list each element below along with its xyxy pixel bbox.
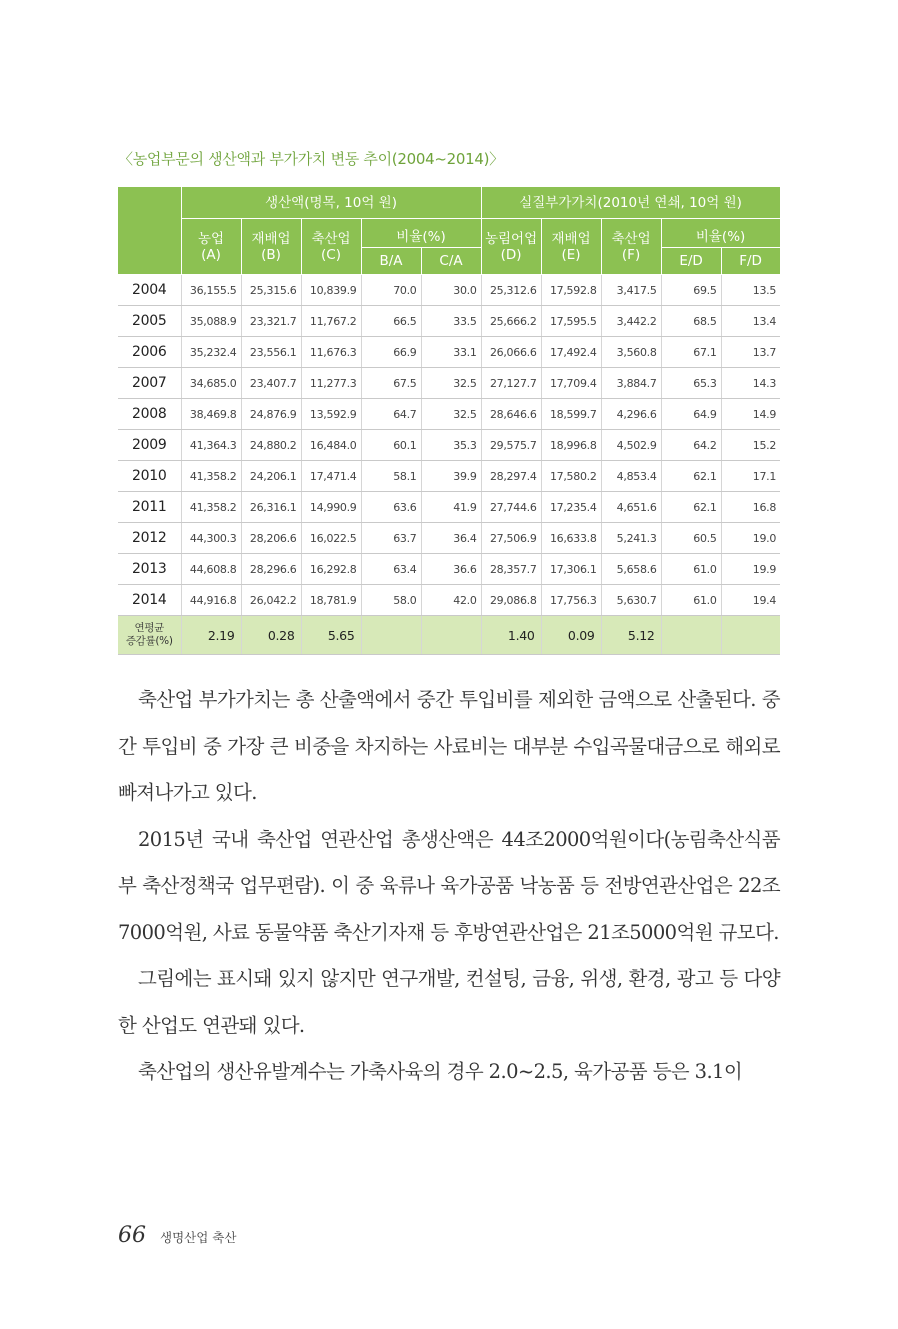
col-header-ratio2: 비율(%) [661, 219, 780, 248]
table-row [118, 430, 780, 461]
table-cell: 18,599.7 [541, 399, 601, 430]
table-cell: 17,580.2 [541, 461, 601, 492]
average-cell: 5.65 [301, 616, 361, 655]
table-cell: 17.1 [721, 461, 780, 492]
table-cell: 67.1 [661, 337, 721, 368]
group-header-production: 생산액(명목, 10억 원) [181, 187, 481, 219]
table-cell: 14.9 [721, 399, 780, 430]
table-cell: 36.6 [421, 554, 481, 585]
paragraph: 2015년 국내 축산업 연관산업 총생산액은 44조2000억원이다(농림축산식품부 축산정책국 업무편람). 이 중 육류나 육가공품 낙농품 등 전방연관산업은 22조7000억원, 사료 동물약품 축산기자재 등 후방연관산업은 21조5000억원 규모다. [118, 827, 780, 944]
table-cell: 16,292.8 [301, 554, 361, 585]
paragraph: 축산업의 생산유발계수는 가축사육의 경우 2.0~2.5, 육가공품 등은 3.1이 [138, 1060, 743, 1083]
table-cell: 27,744.6 [481, 492, 541, 523]
table-cell: 35.3 [421, 430, 481, 461]
table-cell: 61.0 [661, 554, 721, 585]
table-cell: 26,066.6 [481, 337, 541, 368]
page-number: 66 [118, 1223, 146, 1248]
table-cell: 28,206.6 [241, 523, 301, 554]
table-row [118, 554, 780, 585]
table-cell: 13.5 [721, 275, 780, 306]
table-cell: 16,022.5 [301, 523, 361, 554]
paragraph: 축산업 부가가치는 총 산출액에서 중간 투입비를 제외한 금액으로 산출된다. 중간 투입비 중 가장 큰 비중을 차지하는 사료비는 대부분 수입곡물대금으로 해외로 빠져나가고 있다. [118, 688, 780, 804]
table-cell: 23,321.7 [241, 306, 301, 337]
average-cell [661, 616, 721, 655]
table-cell: 4,651.6 [601, 492, 661, 523]
col-header-livestock: 축산업 (C) [301, 219, 361, 275]
table-cell: 28,297.4 [481, 461, 541, 492]
table-cell: 63.4 [361, 554, 421, 585]
col-header-ratio1: 비율(%) [361, 219, 481, 248]
year-cell: 2007 [118, 368, 181, 399]
table-row [118, 461, 780, 492]
year-cell: 2010 [118, 461, 181, 492]
table-cell: 17,756.3 [541, 585, 601, 616]
table-row [118, 585, 780, 616]
table-cell: 60.1 [361, 430, 421, 461]
table-cell: 3,417.5 [601, 275, 661, 306]
table-cell: 19.4 [721, 585, 780, 616]
table-cell: 32.5 [421, 368, 481, 399]
paragraph: 그림에는 표시돼 있지 않지만 연구개발, 컨설팅, 금융, 위생, 환경, 광고 등 다양한 산업도 연관돼 있다. [118, 967, 780, 1037]
table-cell: 4,853.4 [601, 461, 661, 492]
average-cell: 1.40 [481, 616, 541, 655]
table-cell: 16,484.0 [301, 430, 361, 461]
table-cell: 10,839.9 [301, 275, 361, 306]
table-cell: 41.9 [421, 492, 481, 523]
table-cell: 64.9 [661, 399, 721, 430]
table-cell: 13.4 [721, 306, 780, 337]
table-cell: 3,442.2 [601, 306, 661, 337]
table-cell: 26,316.1 [241, 492, 301, 523]
table-cell: 63.7 [361, 523, 421, 554]
table-cell: 27,127.7 [481, 368, 541, 399]
table-cell: 66.9 [361, 337, 421, 368]
col-header-agri: 농업 (A) [181, 219, 241, 275]
table-cell: 28,646.6 [481, 399, 541, 430]
table-cell: 68.5 [661, 306, 721, 337]
table-cell: 58.0 [361, 585, 421, 616]
average-cell [721, 616, 780, 655]
table-cell: 18,781.9 [301, 585, 361, 616]
table-cell: 17,471.4 [301, 461, 361, 492]
table-cell: 58.1 [361, 461, 421, 492]
table-cell: 36,155.5 [181, 275, 241, 306]
average-cell: 0.28 [241, 616, 301, 655]
col-header-fd: F/D [721, 248, 780, 275]
table-cell: 42.0 [421, 585, 481, 616]
table-cell: 25,312.6 [481, 275, 541, 306]
table-cell: 25,666.2 [481, 306, 541, 337]
table-cell: 67.5 [361, 368, 421, 399]
year-cell: 2004 [118, 275, 181, 306]
table-cell: 15.2 [721, 430, 780, 461]
table-cell: 19.9 [721, 554, 780, 585]
table-cell: 28,357.7 [481, 554, 541, 585]
group-header-value-added: 실질부가가치(2010년 연쇄, 10억 원) [481, 187, 780, 219]
average-cell: 0.09 [541, 616, 601, 655]
table-cell: 26,042.2 [241, 585, 301, 616]
table-cell: 18,996.8 [541, 430, 601, 461]
average-cell [361, 616, 421, 655]
year-cell: 2005 [118, 306, 181, 337]
table-cell: 13,592.9 [301, 399, 361, 430]
average-label: 연평균 증감률(%) [118, 616, 181, 655]
year-cell: 2012 [118, 523, 181, 554]
table-cell: 60.5 [661, 523, 721, 554]
table-cell: 29,086.8 [481, 585, 541, 616]
table-cell: 41,358.2 [181, 492, 241, 523]
table-cell: 38,469.8 [181, 399, 241, 430]
year-cell: 2011 [118, 492, 181, 523]
table-cell: 28,296.6 [241, 554, 301, 585]
table-cell: 44,916.8 [181, 585, 241, 616]
table-cell: 17,492.4 [541, 337, 601, 368]
col-header-livestock2: 축산업 (F) [601, 219, 661, 275]
table-cell: 4,502.9 [601, 430, 661, 461]
table-cell: 16.8 [721, 492, 780, 523]
table-body [118, 275, 780, 655]
table-row [118, 492, 780, 523]
table-cell: 11,676.3 [301, 337, 361, 368]
table-cell: 24,880.2 [241, 430, 301, 461]
table-caption: 〈농업부문의 생산액과 부가가치 변동 추이(2004~2014)〉 [118, 150, 504, 168]
col-header-crop: 재배업 (B) [241, 219, 301, 275]
corner-header [118, 187, 181, 275]
table-cell: 5,241.3 [601, 523, 661, 554]
average-row [118, 616, 780, 655]
table-cell: 19.0 [721, 523, 780, 554]
table-cell: 3,560.8 [601, 337, 661, 368]
table-row [118, 275, 780, 306]
table-cell: 24,206.1 [241, 461, 301, 492]
col-header-agfor: 농림어업 (D) [481, 219, 541, 275]
col-header-ca: C/A [421, 248, 481, 275]
table-cell: 17,709.4 [541, 368, 601, 399]
table-row [118, 306, 780, 337]
table-cell: 44,608.8 [181, 554, 241, 585]
year-cell: 2014 [118, 585, 181, 616]
table-cell: 17,235.4 [541, 492, 601, 523]
average-cell [421, 616, 481, 655]
table-cell: 64.2 [661, 430, 721, 461]
year-cell: 2009 [118, 430, 181, 461]
table-cell: 33.5 [421, 306, 481, 337]
table-cell: 3,884.7 [601, 368, 661, 399]
table-cell: 69.5 [661, 275, 721, 306]
table-cell: 25,315.6 [241, 275, 301, 306]
col-header-ba: B/A [361, 248, 421, 275]
table-cell: 41,364.3 [181, 430, 241, 461]
table-cell: 29,575.7 [481, 430, 541, 461]
table-cell: 66.5 [361, 306, 421, 337]
table-row [118, 399, 780, 430]
table-cell: 44,300.3 [181, 523, 241, 554]
table-cell: 11,277.3 [301, 368, 361, 399]
table-cell: 32.5 [421, 399, 481, 430]
table-cell: 35,232.4 [181, 337, 241, 368]
table-cell: 41,358.2 [181, 461, 241, 492]
table-cell: 16,633.8 [541, 523, 601, 554]
year-cell: 2006 [118, 337, 181, 368]
table-cell: 61.0 [661, 585, 721, 616]
col-header-crop2: 재배업 (E) [541, 219, 601, 275]
table-cell: 65.3 [661, 368, 721, 399]
table-cell: 14.3 [721, 368, 780, 399]
table-cell: 27,506.9 [481, 523, 541, 554]
table-cell: 5,658.6 [601, 554, 661, 585]
table-cell: 23,556.1 [241, 337, 301, 368]
body-text [118, 677, 780, 1096]
table-cell: 34,685.0 [181, 368, 241, 399]
table-cell: 35,088.9 [181, 306, 241, 337]
table-cell: 62.1 [661, 492, 721, 523]
table-cell: 36.4 [421, 523, 481, 554]
average-cell: 2.19 [181, 616, 241, 655]
year-cell: 2013 [118, 554, 181, 585]
table-cell: 24,876.9 [241, 399, 301, 430]
table-cell: 13.7 [721, 337, 780, 368]
col-header-ed: E/D [661, 248, 721, 275]
table-row [118, 523, 780, 554]
average-cell: 5.12 [601, 616, 661, 655]
table-row [118, 337, 780, 368]
table-row [118, 368, 780, 399]
table-cell: 33.1 [421, 337, 481, 368]
table-cell: 64.7 [361, 399, 421, 430]
table-cell: 11,767.2 [301, 306, 361, 337]
table-cell: 17,592.8 [541, 275, 601, 306]
table-cell: 70.0 [361, 275, 421, 306]
table-cell: 4,296.6 [601, 399, 661, 430]
table-cell: 39.9 [421, 461, 481, 492]
table-cell: 17,306.1 [541, 554, 601, 585]
table-cell: 63.6 [361, 492, 421, 523]
table-cell: 5,630.7 [601, 585, 661, 616]
table-cell: 30.0 [421, 275, 481, 306]
page-footer [118, 1223, 236, 1248]
year-cell: 2008 [118, 399, 181, 430]
table-cell: 23,407.7 [241, 368, 301, 399]
table-cell: 62.1 [661, 461, 721, 492]
table-cell: 14,990.9 [301, 492, 361, 523]
running-title: 생명산업 축산 [160, 1230, 237, 1245]
table-cell: 17,595.5 [541, 306, 601, 337]
production-value-table [118, 186, 781, 655]
